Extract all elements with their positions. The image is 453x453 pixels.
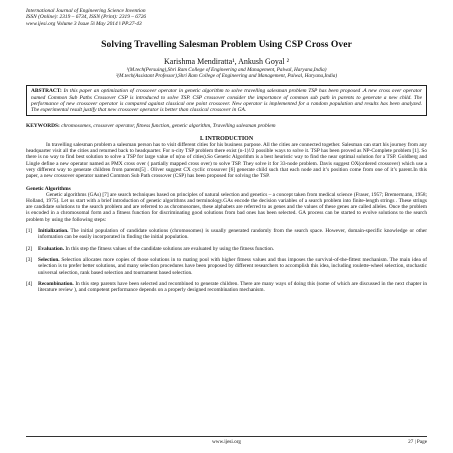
list-item-number: [3] [26, 256, 33, 263]
list-item [26, 246, 427, 252]
list-item [26, 257, 427, 276]
genetic-algorithms-paragraph: Genetic algorithms (GAs) [7] are search techniques based on principles of natural selection and genetics – a concept taken from medical science (Fraser, 1957; Bremermann, 1958; Holland, 1975). Let us start with a brief introduction of genetic algorithms and terminology.GAs encode the decision variables of a search problem into finite-length strings . These strings are candidate solutions to the search problem and are referred to as chromosomes, these alphabets are referred to as genes and the values of these genes are called alleles. Once the problem is encoded in a chromosomal form and a fitness function for discriminating good solutions from bad ones has been selected. GA process can be started to evolve solutions to the search problem by using the following steps: [26, 191, 427, 223]
journal-issn: ISSN (Online): 2319 – 6734, ISSN (Print): 2319 – 6726 [26, 14, 147, 21]
paper-title: Solving Travelling Salesman Problem Using CSP Cross Over [101, 38, 352, 50]
list-item-text: Selection allocates more copies of those solutions in to mating pool with higher fitness values and thus imposes the survival-of-the-fittest mechanism. The main idea of selection is to prefer better solutions, and many selection procedures have been proposed by different researchers to accomplish this idea, including roulette-wheel selection, stochastic universal selection, rank based selection and tournament based selection. [38, 256, 427, 276]
list-item-label: Selection. [38, 256, 60, 263]
list-item-label: Initialization. [38, 228, 69, 235]
section-heading-introduction: I. INTRODUCTION [199, 135, 254, 142]
list-item-label: Evaluation. [38, 245, 65, 252]
keywords [26, 123, 427, 129]
keywords-text: chromosomes, crossover operator, fitness function, genetic algorithm, Travelling salesman problem [61, 123, 276, 130]
journal-name: International Journal of Engineering Science Invention [26, 8, 146, 14]
journal-volume: www.ijesi.org Volume 3 Issue 5ǁ May 2014 ǁ PP.27-43 [26, 20, 142, 27]
list-item-text: In this step parents have been selected and recombined to generate children. There are many ways of doing this (some of which are discussed in the next chapter in literature review ), and competent performance depends on a properly designed recombination mechanism. [38, 280, 428, 294]
page-number: 27 | Page [408, 439, 427, 445]
subheading-genetic-algorithms: Genetic Algorithms [26, 185, 71, 192]
journal-header [26, 8, 427, 27]
introduction-paragraph: In travelling salesman problem a salesman person has to visit different cities for his business purpose. All the cities are connected together. Salesman can start his journey from any headquarter visit all the cities and returned back to headquarter. For n-city TSP problem there exist (n-1)!/2 possible ways to solve it. TSP has been proved as NP-Complete problem [1]. So there is no way to find best solution to solve a TSP for large value of n(no of cities).So Genetic Algorithm is a best heuristic way to find the near optimal solution for a TSP. Goldberg and Lingle define a new operator named as PMX cross over ( partially mapped cross over) to solve TSP. They solve it for 33-node problem. Davis suggest OX(ordered crossover) which use a very different way to generate children from parents[5] . Oliver suggest CX cyclic crossover [6] generate child such that each node and it’s position come from one of it’s parent.In this paper, a new crossover operator named Common Sub Path crossover (CSP) has been proposed for solving the TSP. [26, 141, 427, 180]
list-item [26, 281, 427, 294]
list-item-label: Recombination. [38, 280, 74, 287]
footer-website: www.ijesi.org [212, 439, 241, 445]
affiliation-1: ¹(M.tech(Persuing),Shri Ram College of Engineering and Management, Palwal, Haryana,India) [126, 66, 327, 73]
list-item-text: In this step the fitness values of the candidate solutions are evaluated by using the fitness function. [65, 245, 275, 252]
list-item-text: The initial population of candidate solutions (chromosomes) is usually generated randomly from the search space. However, domain-specific knowledge or other information can be easily incorporated in finding the initial population. [38, 228, 428, 241]
page-footer [26, 436, 427, 445]
list-item [26, 228, 427, 241]
paper-authors: Karishma Mendiratta¹, Ankush Goyal ² [164, 56, 289, 66]
list-item-number: [1] [26, 228, 33, 235]
steps-list [26, 228, 427, 293]
abstract-text: In this paper an optimization of crossover operator in genetic algorithm to solve travelling salesman problem TSP has been proposed .A new cross over operator named Common Sub Paths Crossover CSP is introduced to solve TSP. CSP crossover consider the importance of common sub path in parents to generate a new child. The performance of new crossover operator is compared against classical one point crossover. New operator is implemented for a random population and results has been analyzed. The experimental result justify that new crossover operator is better than classical crossover in GA. [31, 88, 422, 114]
abstract-box [26, 85, 427, 116]
list-item-number: [4] [26, 280, 33, 287]
abstract-label: ABSTRACT: [31, 88, 62, 95]
list-item-number: [2] [26, 245, 33, 252]
keywords-label: KEYWORDS: [26, 123, 60, 130]
affiliation-2: ²(M.tech(Assistant Professor),Shri Ram College of Engineering and Management, Palwal, Haryana,India) [115, 73, 338, 80]
author-affiliations [26, 67, 427, 79]
